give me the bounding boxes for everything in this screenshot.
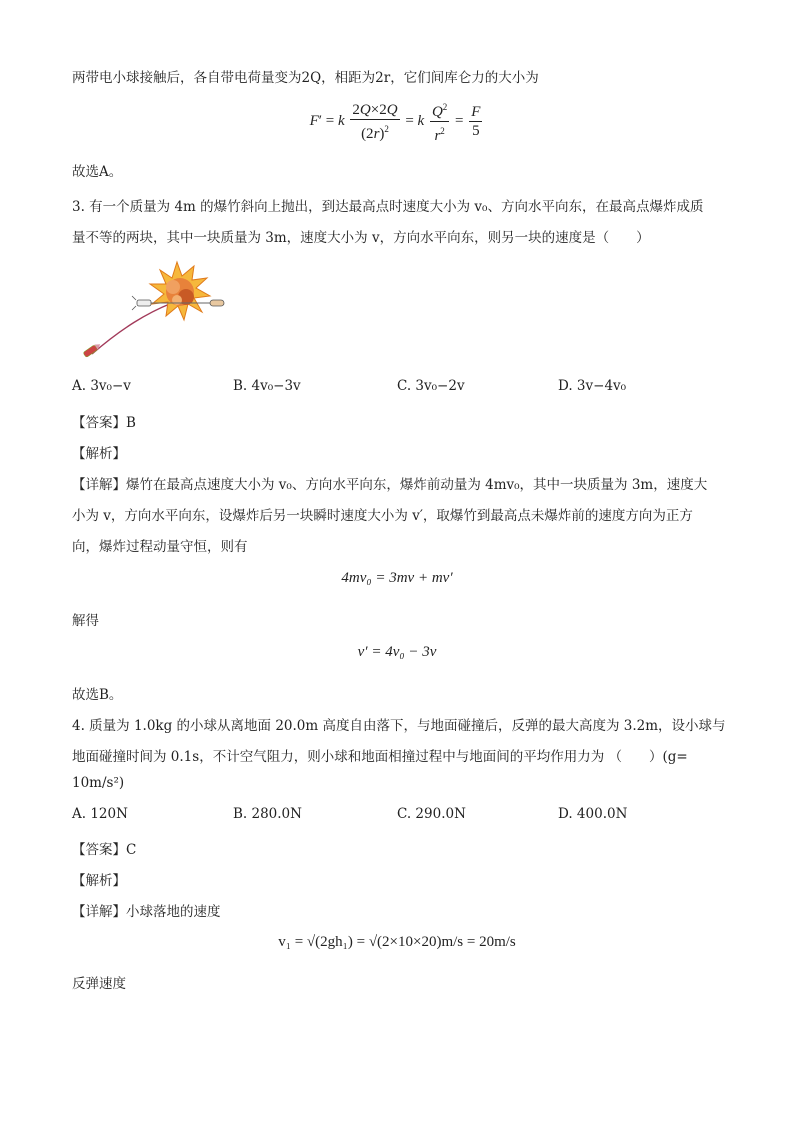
q4-line-2: 地面碰撞时间为 0.1s，不计空气阻力，则小球和地面相撞过程中与地面间的平均作用力为 （ ）(g= <box>72 749 688 765</box>
q3-equation-result: v′ = 4v₀ − 3v <box>357 644 437 660</box>
q4-line-3: 10m/s²) <box>72 775 125 791</box>
q3-option-c: C. 3v₀−2v <box>397 378 465 394</box>
q4-option-a: A. 120N <box>72 806 128 822</box>
q3-choose: 故选B。 <box>72 687 123 703</box>
q3-answer: 【答案】B <box>72 415 136 431</box>
q4-option-d: D. 400.0N <box>558 806 628 822</box>
q3-option-d: D. 3v−4v₀ <box>558 378 627 394</box>
q4-option-c: C. 290.0N <box>397 806 466 822</box>
q4-line-1: 4. 质量为 1.0kg 的小球从离地面 20.0m 高度自由落下，与地面碰撞后，反弹的最大高度为 3.2m，设小球与 <box>72 718 726 734</box>
paragraph-choose-a: 故选A。 <box>72 164 123 180</box>
q3-analysis-heading: 【解析】 <box>72 446 126 462</box>
q4-option-b: B. 280.0N <box>233 806 302 822</box>
q3-option-a: A. 3v₀−v <box>72 378 131 394</box>
q3-line-2: 量不等的两块，其中一块质量为 3m，速度大小为 v，方向水平向东，则另一块的速度是（ ） <box>72 230 650 246</box>
formula-coulomb: F′ = k $\frac{2Q\times 2Q}{(2r)^2}$ = k $\frac{Q^2}{r^2}$ = $\frac{F}{5}$ <box>0 98 794 145</box>
q3-line-1: 3. 有一个质量为 4m 的爆竹斜向上抛出，到达最高点时速度大小为 v₀、方向水平向东，在最高点爆炸成质 <box>72 199 704 215</box>
q3-detail-1: 【详解】爆竹在最高点速度大小为 v₀、方向水平向东，爆炸前动量为 4mv₀，其中一块质量为 3m，速度大 <box>72 477 708 493</box>
firecracker-explosion-illustration <box>82 258 232 363</box>
q4-rebound-label: 反弹速度 <box>72 976 126 992</box>
paragraph-coulomb-intro: 两带电小球接触后，各自带电荷量变为2Q，相距为2r，它们间库仑力的大小为 <box>72 70 539 86</box>
q3-equation-momentum: 4mv₀ = 3mv + mv′ <box>341 570 453 586</box>
q3-option-b: B. 4v₀−3v <box>233 378 301 394</box>
q4-detail-1: 【详解】小球落地的速度 <box>72 904 221 920</box>
q3-detail-2: 小为 v，方向水平向东，设爆炸后另一块瞬时速度大小为 v′，取爆竹到最高点未爆炸前的速度方向为正方 <box>72 508 693 524</box>
q3-solve-label: 解得 <box>72 613 99 629</box>
q4-analysis-heading: 【解析】 <box>72 873 126 889</box>
q3-detail-3: 向，爆炸过程动量守恒，则有 <box>72 539 248 555</box>
q4-equation-velocity: v₁ = √(2gh₁) = √(2×10×20)m/s = 20m/s <box>278 934 516 950</box>
q4-answer: 【答案】C <box>72 842 137 858</box>
